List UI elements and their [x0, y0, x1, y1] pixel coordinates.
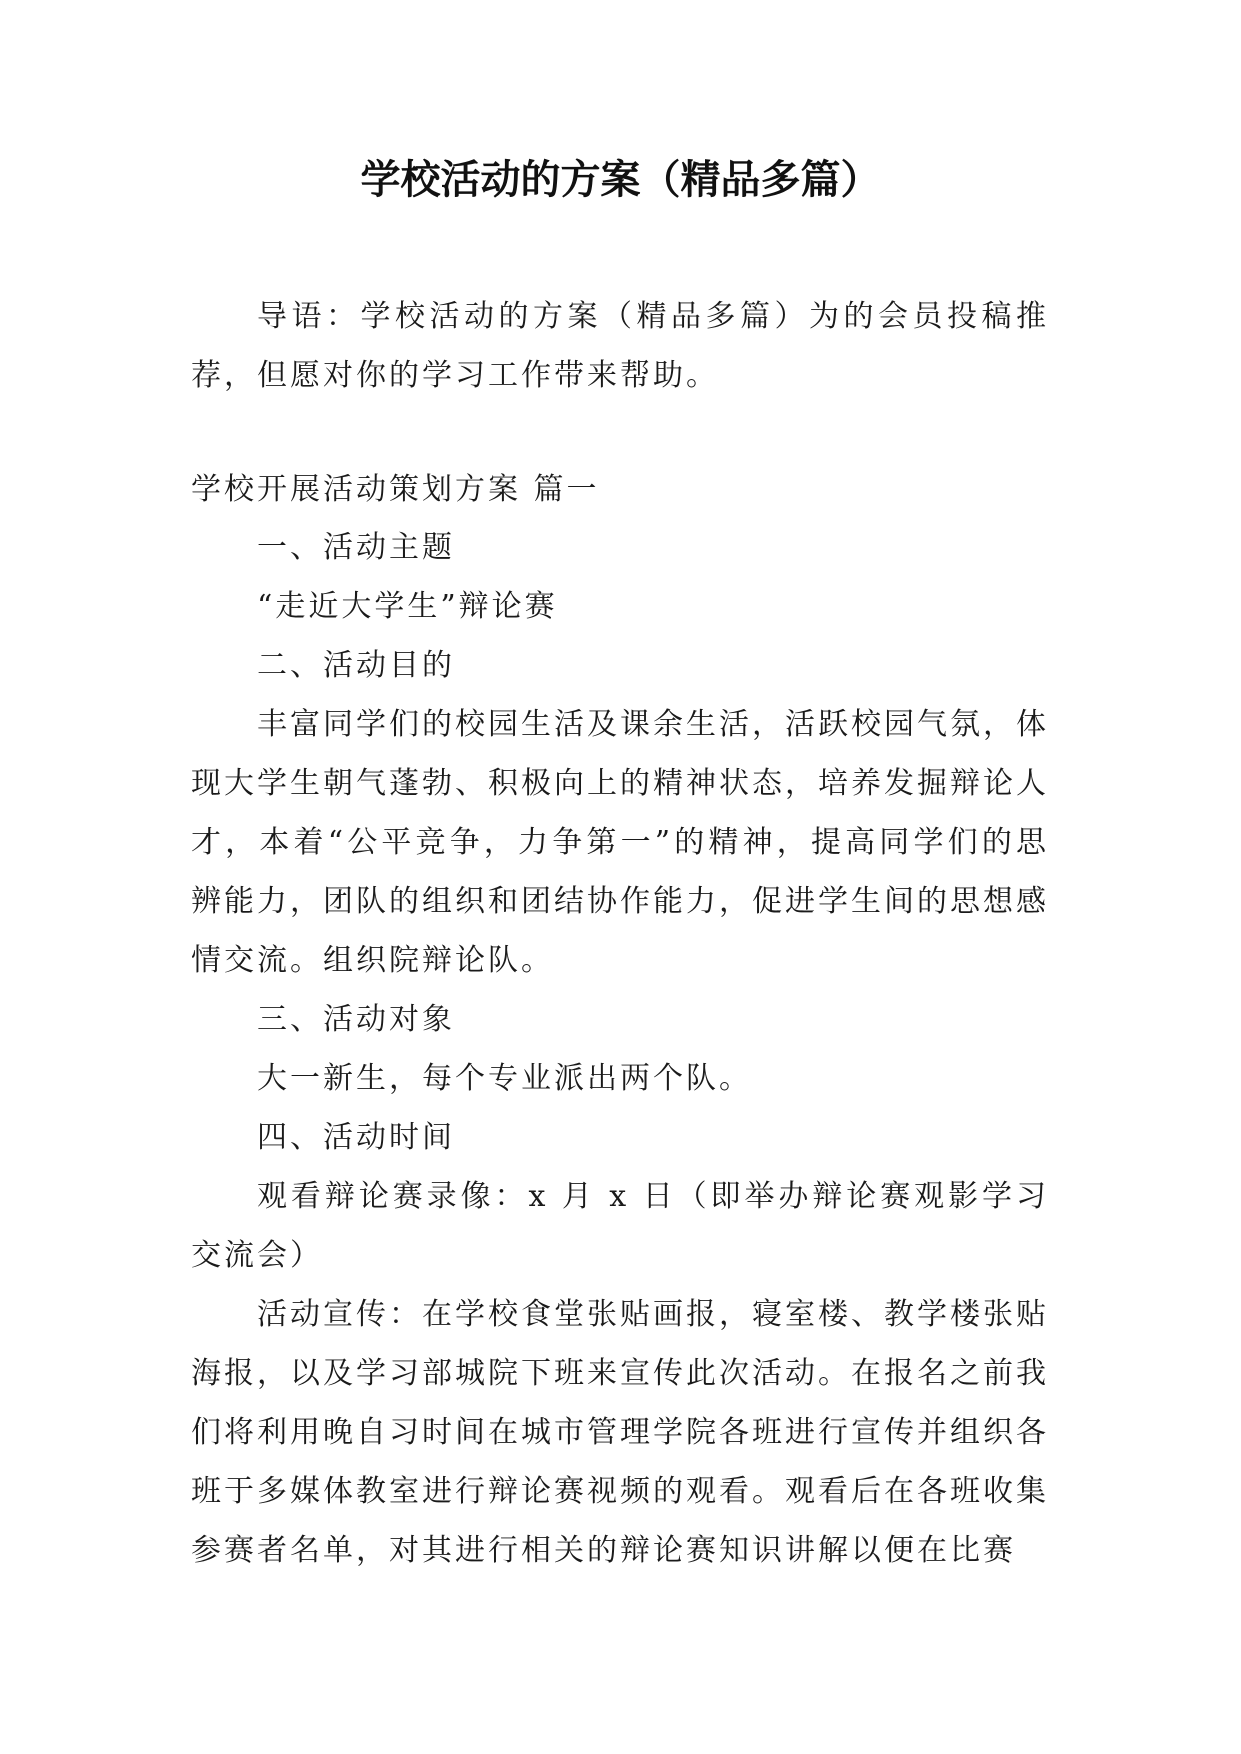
heading-activity-target: 三、活动对象 — [257, 1002, 455, 1037]
section-body — [191, 518, 1049, 1580]
heading-activity-theme: 一、活动主题 — [257, 530, 455, 565]
heading-activity-time: 四、活动时间 — [257, 1120, 455, 1155]
paragraph-purpose-content: 丰富同学们的校园生活及课余生活，活跃校园气氛，体现大学生朝气蓬勃、积极向上的精神状态，培养发掘辩论人才，本着“公平竞争，力争第一”的精神，提高同学们的思辨能力，团队的组织和团结协作能力，促进学生间的思想感情交流。组织院辩论队。 — [191, 707, 1049, 978]
document-title: 学校活动的方案（精品多篇） — [360, 157, 881, 203]
paragraph-theme-content: “走近大学生”辩论赛 — [257, 589, 558, 624]
paragraph-publicity-content: 活动宣传：在学校食堂张贴画报，寝室楼、教学楼张贴海报，以及学习部城院下班来宣传此次活动。在报名之前我们将利用晚自习时间在城市管理学院各班进行宣传并组织各班于多媒体教室进行辩论赛视频的观看。观看后在各班收集参赛者名单，对其进行相关的辩论赛知识讲解以便在比赛 — [191, 1297, 1049, 1568]
heading-activity-purpose: 二、活动目的 — [257, 648, 455, 683]
intro-paragraph: 导语：学校活动的方案（精品多篇）为的会员投稿推荐，但愿对你的学习工作带来帮助。 — [191, 299, 1049, 393]
paragraph-target-content: 大一新生，每个专业派出两个队。 — [257, 1061, 752, 1096]
section-title: 学校开展活动策划方案 篇一 — [191, 472, 600, 507]
paragraph-time-content: 观看辩论赛录像：x 月 x 日（即举办辩论赛观影学习交流会） — [191, 1179, 1049, 1273]
